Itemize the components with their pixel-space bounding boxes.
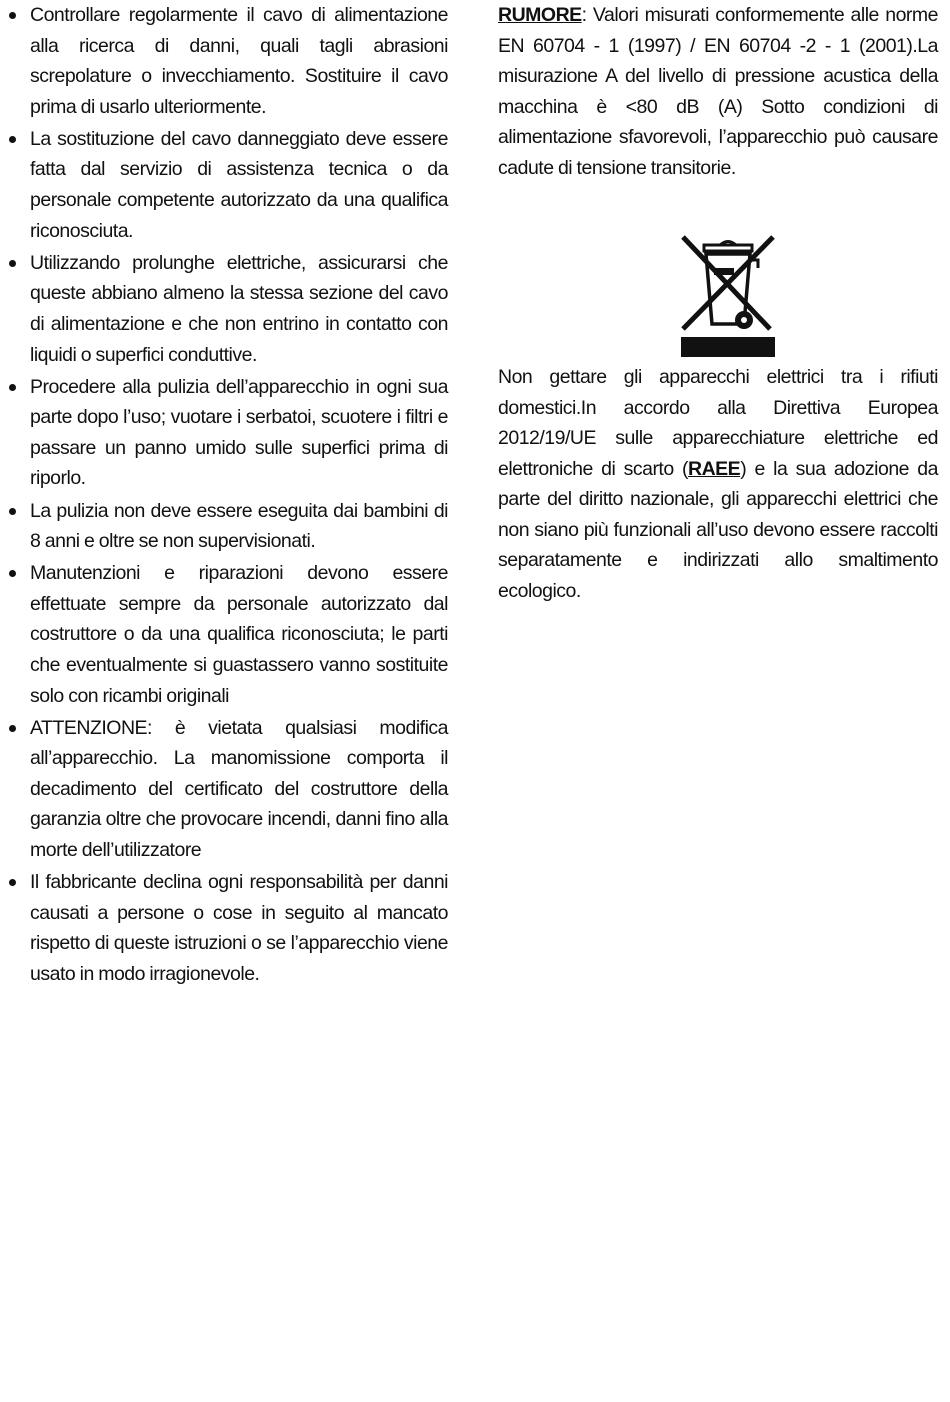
bullet-dot-icon <box>9 508 16 515</box>
safety-list <box>8 0 448 990</box>
bullet-dot-icon <box>9 12 16 19</box>
list-item <box>8 558 448 711</box>
disposal-text-after: ) e la sua adozione da parte del diritto nazionale, gli apparecchi elettrici che non siano più funzionali all’uso devono essere raccolti separatamente e indirizzati allo smaltimento ecologico. <box>498 457 938 602</box>
noise-label: RUMORE <box>498 4 582 26</box>
safety-column <box>8 0 448 991</box>
list-item <box>8 372 448 494</box>
disposal-section <box>498 362 938 606</box>
disposal-paragraph <box>498 362 938 606</box>
list-item-text: Manutenzioni e riparazioni devono essere effettuate sempre da personale autorizzato dal costruttore o da una qualifica riconosciuta; le parti che eventualmente si guastassero vanno sostituite solo con ricambi originali <box>30 562 448 707</box>
list-item-text: Procedere alla pulizia dell’apparecchio in ogni sua parte dopo l’uso; vuotare i serbatoi, scuotere i filtri e passare un panno umido sulle superfici prima di riporlo. <box>30 375 448 490</box>
raee-label: RAEE <box>688 457 741 480</box>
list-item-text: La sostituzione del cavo danneggiato deve essere fatta dal servizio di assistenza tecnica o da personale competente autorizzato da una qualifica riconosciuta. <box>30 127 448 242</box>
noise-paragraph <box>498 0 938 183</box>
list-item <box>8 124 448 246</box>
list-item-text: ATTENZIONE: è vietata qualsiasi modifica all’apparecchio. La manomissione comporta il decadimento del certificato del costruttore della garanzia oltre che provocare incendi, danni fino alla morte dell’utilizzatore <box>30 716 448 862</box>
noise-text: : Valori misurati conformemente alle norme EN 60704 - 1 (1997) / EN 60704 -2 - 1 (2001).La misurazione A del livello di pressione acustica della macchina è <80 dB (A) Sotto condizioni di alimentazione sfavorevoli, l’apparecchio può causare cadute di tensione transitorie. <box>498 4 938 179</box>
list-item-text: La pulizia non deve essere eseguita dai bambini di 8 anni e oltre se non supervisionati. <box>30 499 448 553</box>
list-item-text: Utilizzando prolunghe elettriche, assicurarsi che queste abbiano almeno la stessa sezione del cavo di alimentazione e che non entrino in contatto con liquidi o superfici conduttive. <box>30 251 448 366</box>
bullet-dot-icon <box>9 725 16 732</box>
list-item <box>8 867 448 989</box>
list-item <box>8 496 448 557</box>
bullet-dot-icon <box>9 260 16 267</box>
list-item-text: Il fabbricante declina ogni responsabilità per danni causati a persone o cose in seguito al mancato rispetto di queste istruzioni o se l’apparecchio viene usato in modo irragionevole. <box>30 871 448 985</box>
list-item <box>8 0 448 122</box>
list-item-text: Controllare regolarmente il cavo di alimentazione alla ricerca di danni, quali tagli abrasioni screpolature o invecchiamento. Sostituire il cavo prima di usarlo ulteriormente. <box>30 4 448 118</box>
bullet-dot-icon <box>9 136 16 143</box>
crossed-out-wheelie-bin-icon <box>678 232 778 360</box>
bullet-dot-icon <box>9 879 16 886</box>
bullet-dot-icon <box>9 570 16 577</box>
bullet-dot-icon <box>9 384 16 391</box>
list-item <box>8 713 448 866</box>
disposal-text-before: Non gettare gli apparecchi elettrici tra i rifiuti domestici.In accordo alla Direttiva Europea 2012/19/UE sulle apparecchiature elettriche ed elettroniche di scarto ( <box>498 366 938 480</box>
info-column <box>498 0 938 602</box>
list-item <box>8 248 448 370</box>
